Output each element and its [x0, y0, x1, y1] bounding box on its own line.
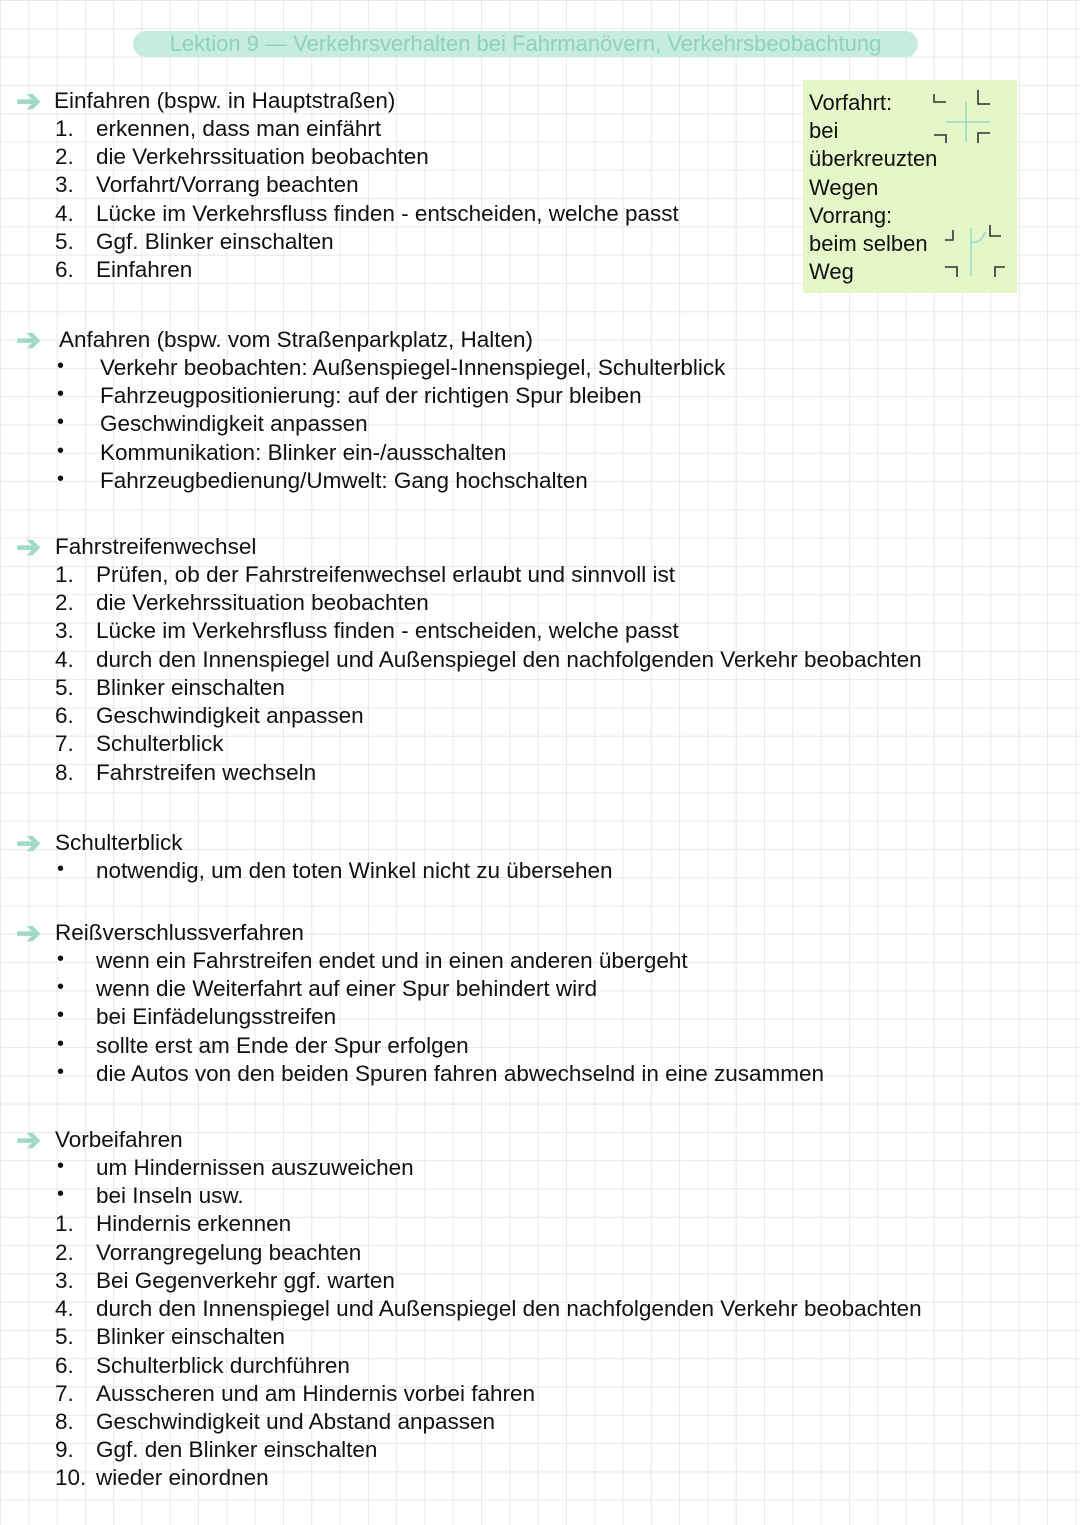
item-text: Ggf. Blinker einschalten	[96, 229, 334, 254]
item-text: Bei Gegenverkehr ggf. warten	[96, 1268, 395, 1293]
vorfahrt-vorrang-note	[803, 80, 1017, 293]
item-marker: 2.	[55, 590, 74, 615]
item-text: bei Einfädelungsstreifen	[96, 1004, 337, 1029]
arrow-right-icon: ➔	[16, 324, 42, 357]
arrow-right-icon: ➔	[16, 85, 42, 118]
item-text: bei Inseln usw.	[96, 1183, 244, 1208]
item-marker: 9.	[55, 1437, 74, 1462]
bullet-dot-icon: •	[57, 1004, 65, 1026]
item-text: die Verkehrssituation beobachten	[96, 144, 429, 169]
item-text: Lücke im Verkehrsfluss finden - entscheiden, welche passt	[96, 618, 679, 643]
note-line: überkreuzten	[809, 146, 938, 171]
item-text: Prüfen, ob der Fahrstreifenwechsel erlaubt und sinnvoll ist	[96, 562, 676, 587]
bullet-dot-icon: •	[57, 383, 65, 405]
item-text: durch den Innenspiegel und Außenspiegel den nachfolgenden Verkehr beobachten	[96, 647, 922, 672]
item-marker: 6.	[55, 1353, 74, 1378]
item-text: erkennen, dass man einfährt	[96, 116, 382, 141]
note-line: Vorrang:	[809, 203, 893, 228]
item-marker: 7.	[55, 1381, 74, 1406]
item-text: um Hindernissen auszuweichen	[96, 1155, 414, 1180]
bullet-dot-icon: •	[57, 1061, 65, 1083]
arrow-right-icon: ➔	[16, 827, 42, 860]
note-line: Wegen	[809, 175, 879, 200]
bullet-dot-icon: •	[57, 948, 65, 970]
bullet-dot-icon: •	[57, 468, 65, 490]
item-text: Blinker einschalten	[96, 675, 285, 700]
item-text: Einfahren	[96, 257, 193, 282]
section-heading: Einfahren (bspw. in Hauptstraßen)	[54, 88, 396, 113]
item-marker: 4.	[55, 647, 74, 672]
bullet-dot-icon: •	[57, 355, 65, 377]
bullet-dot-icon: •	[57, 1155, 65, 1177]
item-marker: 4.	[55, 201, 74, 226]
item-text: Fahrzeugpositionierung: auf der richtigen Spur bleiben	[100, 383, 642, 408]
crossing-diagram-icon	[803, 80, 1017, 293]
item-text: die Autos von den beiden Spuren fahren abwechselnd in eine zusammen	[96, 1061, 824, 1086]
item-text: Vorrangregelung beachten	[96, 1240, 362, 1265]
item-marker: 3.	[55, 1268, 74, 1293]
note-line: beim selben	[809, 231, 928, 256]
bullet-dot-icon: •	[57, 858, 65, 880]
item-text: Lücke im Verkehrsfluss finden - entscheiden, welche passt	[96, 201, 679, 226]
item-marker: 7.	[55, 731, 74, 756]
bullet-dot-icon: •	[57, 411, 65, 433]
section-heading: Anfahren (bspw. vom Straßenparkplatz, Halten)	[59, 327, 533, 352]
item-marker: 1.	[55, 562, 74, 587]
page-title: Lektion 9 — Verkehrsverhalten bei Fahrmanövern, Verkehrsbeobachtung	[133, 31, 918, 57]
item-marker: 2.	[55, 1240, 74, 1265]
item-text: Ausscheren und am Hindernis vorbei fahren	[96, 1381, 535, 1406]
section-heading: Fahrstreifenwechsel	[55, 534, 257, 559]
note-line: bei	[809, 118, 839, 143]
item-text: Blinker einschalten	[96, 1324, 285, 1349]
item-marker: 5.	[55, 229, 74, 254]
item-marker: 1.	[55, 116, 74, 141]
item-text: wieder einordnen	[96, 1465, 269, 1490]
item-marker: 5.	[55, 1324, 74, 1349]
item-text: Verkehr beobachten: Außenspiegel-Innenspiegel, Schulterblick	[100, 355, 726, 380]
item-marker: 5.	[55, 675, 74, 700]
item-marker: 8.	[55, 760, 74, 785]
arrow-right-icon: ➔	[16, 1124, 42, 1157]
item-text: wenn die Weiterfahrt auf einer Spur behindert wird	[96, 976, 598, 1001]
item-marker: 4.	[55, 1296, 74, 1321]
item-text: sollte erst am Ende der Spur erfolgen	[96, 1033, 469, 1058]
arrow-right-icon: ➔	[16, 917, 42, 950]
item-text: Schulterblick durchführen	[96, 1353, 350, 1378]
item-marker: 6.	[55, 257, 74, 282]
item-text: Ggf. den Blinker einschalten	[96, 1437, 378, 1462]
item-text: Kommunikation: Blinker ein-/ausschalten	[100, 440, 507, 465]
item-text: Hindernis erkennen	[96, 1211, 292, 1236]
bullet-dot-icon: •	[57, 1183, 65, 1205]
item-marker: 2.	[55, 144, 74, 169]
item-text: Geschwindigkeit anpassen	[100, 411, 368, 436]
item-text: Fahrzeugbedienung/Umwelt: Gang hochschalten	[100, 468, 588, 493]
item-text: Vorfahrt/Vorrang beachten	[96, 172, 359, 197]
arrow-right-icon: ➔	[16, 531, 42, 564]
item-marker: 3.	[55, 618, 74, 643]
item-text: Fahrstreifen wechseln	[96, 760, 317, 785]
bullet-dot-icon: •	[57, 440, 65, 462]
item-marker: 10.	[55, 1465, 87, 1490]
bullet-dot-icon: •	[57, 976, 65, 998]
note-line: Vorfahrt:	[809, 90, 893, 115]
section-heading: Vorbeifahren	[55, 1127, 183, 1152]
item-text: die Verkehrssituation beobachten	[96, 590, 429, 615]
item-text: Geschwindigkeit und Abstand anpassen	[96, 1409, 496, 1434]
item-text: durch den Innenspiegel und Außenspiegel den nachfolgenden Verkehr beobachten	[96, 1296, 922, 1321]
item-text: Schulterblick	[96, 731, 224, 756]
bullet-dot-icon: •	[57, 1033, 65, 1055]
note-line: Weg	[809, 259, 854, 284]
item-marker: 3.	[55, 172, 74, 197]
item-text: notwendig, um den toten Winkel nicht zu übersehen	[96, 858, 613, 883]
item-marker: 1.	[55, 1211, 74, 1236]
section-heading: Reißverschlussverfahren	[55, 920, 304, 945]
item-text: wenn ein Fahrstreifen endet und in einen anderen übergeht	[96, 948, 688, 973]
item-marker: 6.	[55, 703, 74, 728]
section-heading: Schulterblick	[55, 830, 183, 855]
item-text: Geschwindigkeit anpassen	[96, 703, 364, 728]
item-marker: 8.	[55, 1409, 74, 1434]
